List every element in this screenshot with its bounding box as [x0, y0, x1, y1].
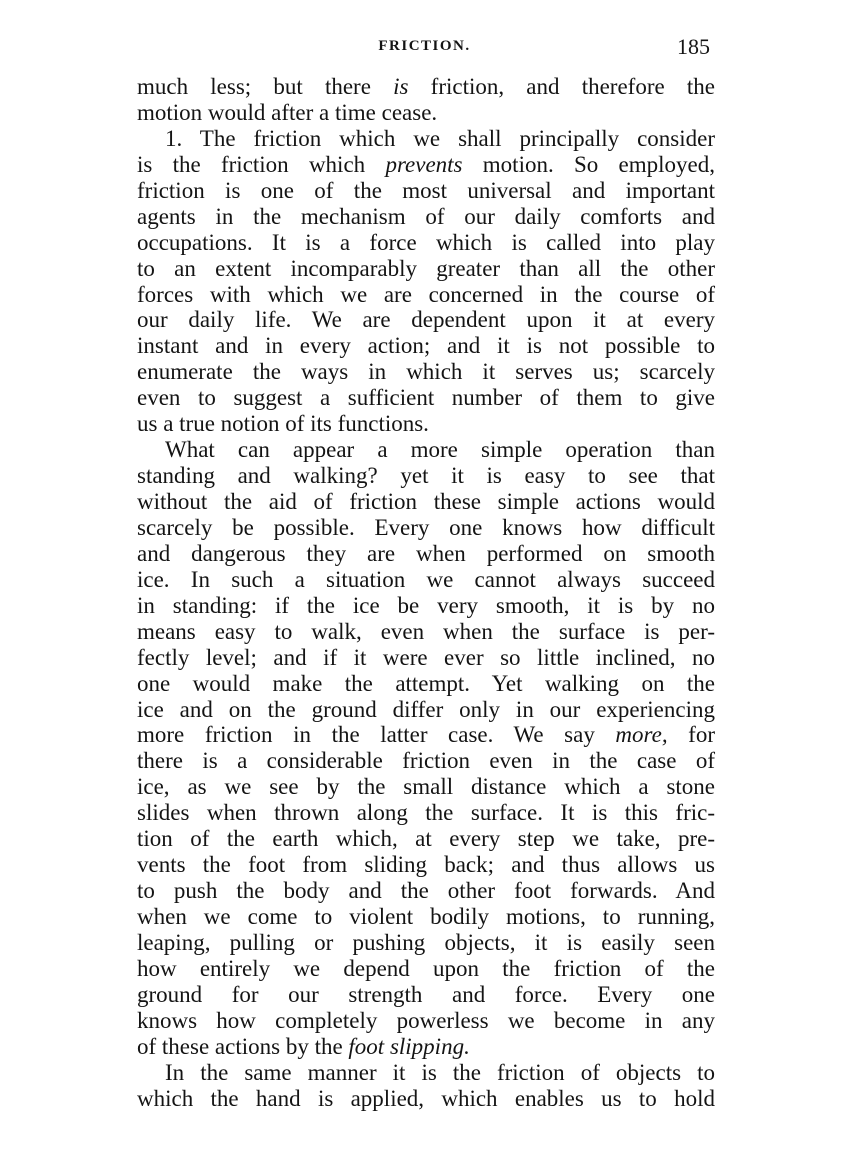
- running-head: FRICTION.: [378, 38, 471, 54]
- text-line: [137, 645, 715, 671]
- text-segment: motion would after a time cease.: [137, 99, 438, 125]
- text-segment: agents in the mechanism of our daily comforts and: [137, 203, 715, 229]
- text-segment: in standing: if the ice be very smooth, it is by no: [137, 592, 715, 618]
- text-line: [137, 463, 715, 489]
- body-text: [137, 74, 715, 1112]
- text-segment: enumerate the ways in which it serves us; scarcely: [137, 359, 715, 385]
- text-segment: standing and walking? yet it is easy to see that: [137, 463, 715, 489]
- text-line: [137, 956, 715, 982]
- text-segment: and dangerous they are when performed on smooth: [137, 540, 715, 566]
- text-line: [137, 1086, 715, 1112]
- text-segment: occupations. It is a force which is called into play: [137, 229, 715, 255]
- text-line: [137, 697, 715, 723]
- page-header: [137, 34, 712, 64]
- text-segment: friction is one of the most universal and important: [137, 177, 715, 203]
- text-line: [137, 1034, 715, 1060]
- text-segment: there is a considerable friction even in the case of: [137, 748, 715, 774]
- text-segment: In the same manner it is the friction of objects to: [165, 1059, 715, 1085]
- text-line: [137, 256, 715, 282]
- text-segment: even to suggest a sufficient number of them to give: [137, 385, 715, 411]
- text-segment: means easy to walk, even when the surface is per-: [137, 618, 715, 644]
- text-line: [137, 515, 715, 541]
- text-line: [137, 411, 715, 437]
- text-segment: for: [667, 722, 715, 748]
- text-line: [137, 282, 715, 308]
- text-segment: leaping, pulling or pushing objects, it is easily seen: [137, 929, 715, 955]
- text-line: [137, 567, 715, 593]
- text-line: [137, 930, 715, 956]
- text-segment: motion. So employed,: [462, 151, 715, 177]
- text-line: [137, 230, 715, 256]
- text-segment: without the aid of friction these simple actions would: [137, 489, 715, 514]
- text-line: [137, 307, 715, 333]
- text-segment: What can appear a more simple operation than: [165, 437, 715, 463]
- text-segment: more friction in the latter case. We say: [137, 722, 616, 748]
- text-segment: 1. The friction which we shall principally consider: [165, 125, 715, 151]
- text-line: [137, 204, 715, 230]
- text-segment: of these actions by the: [137, 1033, 349, 1059]
- text-line: [137, 774, 715, 800]
- text-line: [137, 100, 715, 126]
- text-segment: friction, and therefore the: [408, 74, 715, 99]
- text-line: [137, 1060, 715, 1086]
- text-segment: to an extent incomparably greater than all the other: [137, 255, 715, 281]
- text-line: [137, 982, 715, 1008]
- text-line: [137, 359, 715, 385]
- text-segment: much less; but there: [137, 74, 394, 99]
- text-line: [137, 126, 715, 152]
- text-line: [137, 593, 715, 619]
- text-segment: which the hand is applied, which enables us to hold: [137, 1085, 715, 1111]
- text-segment: knows how completely powerless we become in any: [137, 1007, 715, 1033]
- text-line: [137, 152, 715, 178]
- text-segment: ground for our strength and force. Every one: [137, 981, 715, 1007]
- text-line: [137, 178, 715, 204]
- text-line: [137, 878, 715, 904]
- text-line: [137, 333, 715, 359]
- text-segment: scarcely be possible. Every one knows how difficult: [137, 514, 715, 540]
- text-line: [137, 1008, 715, 1034]
- text-line: [137, 826, 715, 852]
- text-segment: one would make the attempt. Yet walking on the: [137, 670, 715, 696]
- text-line: [137, 619, 715, 645]
- text-segment: ice. In such a situation we cannot always succeed: [137, 566, 715, 592]
- italic-text: foot slipping.: [348, 1033, 470, 1059]
- text-line: [137, 852, 715, 878]
- text-segment: how entirely we depend upon the friction of the: [137, 955, 715, 981]
- text-line: [137, 489, 715, 515]
- text-segment: vents the foot from sliding back; and thus allows us: [137, 852, 715, 878]
- text-segment: fectly level; and if it were ever so little inclined, no: [137, 644, 715, 670]
- text-segment: when we come to violent bodily motions, to running,: [137, 904, 715, 929]
- text-line: [137, 800, 715, 826]
- italic-text: more,: [615, 722, 668, 748]
- page-number: 185: [677, 34, 710, 59]
- text-segment: forces with which we are concerned in the course of: [137, 281, 715, 307]
- italic-text: is: [393, 74, 409, 99]
- text-line: [137, 904, 715, 930]
- text-line: [137, 437, 715, 463]
- text-line: [137, 671, 715, 697]
- text-segment: us a true notion of its functions.: [137, 411, 429, 437]
- text-segment: is the friction which: [137, 151, 386, 177]
- text-line: [137, 385, 715, 411]
- text-segment: tion of the earth which, at every step we take, pre-: [137, 826, 715, 852]
- text-segment: to push the body and the other foot forwards. And: [137, 878, 715, 904]
- text-segment: slides when thrown along the surface. It is this fric-: [137, 800, 715, 826]
- text-line: [137, 748, 715, 774]
- text-line: [137, 541, 715, 567]
- text-segment: ice and on the ground differ only in our experiencing: [137, 696, 715, 722]
- text-line: [137, 722, 715, 748]
- italic-text: prevents: [385, 151, 463, 177]
- text-line: [137, 74, 715, 100]
- text-segment: our daily life. We are dependent upon it at every: [137, 307, 715, 333]
- text-segment: instant and in every action; and it is not possible to: [137, 333, 715, 359]
- text-segment: ice, as we see by the small distance which a stone: [137, 774, 715, 800]
